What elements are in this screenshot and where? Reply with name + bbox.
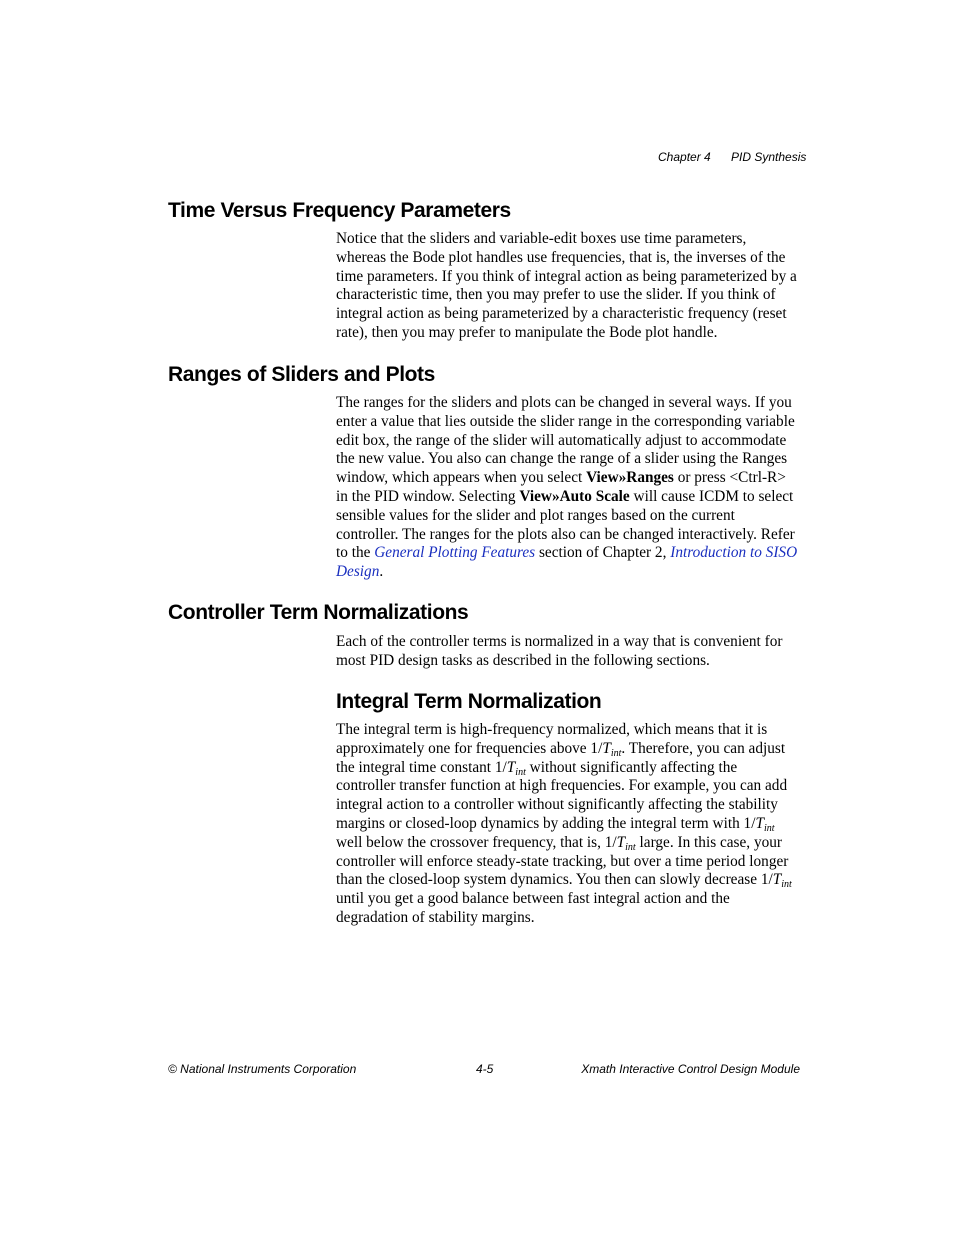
ranges-text-4: section of Chapter 2, (535, 544, 671, 562)
menu-path-view-ranges: View»Ranges (586, 469, 674, 487)
variable-t: T (506, 758, 516, 776)
running-header-chapter: Chapter 4 (658, 150, 711, 164)
variable-t: T (602, 739, 611, 757)
integral-text-5: large. In this case, your controller will enforce steady-state tracking, but over a time period longer than the closed-loop system dynamics. You then can slowly decrease 1/ (336, 833, 789, 889)
subscript-int: int (515, 766, 526, 778)
footer-page-number: 4-5 (476, 1062, 494, 1076)
paragraph-controller-term-normalizations: Each of the controller terms is normalized in a way that is convenient for most PID design tasks as described in the following sections. (336, 633, 783, 669)
integral-text-1: The integral term is high-frequency normalized, which means that it is approximately one for frequencies above 1/ (336, 721, 768, 757)
paragraph-ranges (336, 394, 798, 582)
paragraph-time-versus-frequency: Notice that the sliders and variable-edit boxes use time parameters, whereas the Bode plot handles use frequencies, that is, the inverses of the time parameters. If you think of integral action as being parameterized by a characteristic time, then you may prefer to use the slider. If you think of integral action as being parameterized by a characteristic frequency (reset rate), then you may prefer to manipulate the Bode plot handle. (336, 230, 797, 341)
footer-manual-title: Xmath Interactive Control Design Module (581, 1062, 800, 1076)
subscript-int: int (781, 879, 792, 891)
subscript-int: int (763, 822, 775, 834)
heading-time-versus-frequency: Time Versus Frequency Parameters (168, 199, 511, 222)
menu-path-view-auto-scale: View»Auto Scale (519, 487, 630, 505)
variable-t: T (772, 871, 782, 889)
heading-ranges-of-sliders: Ranges of Sliders and Plots (168, 363, 435, 386)
variable-t: T (755, 814, 764, 832)
ranges-text-2: or press <Ctrl-R> in the PID window. Selecting (336, 469, 786, 505)
variable-t: T (616, 833, 626, 851)
link-general-plotting-features[interactable]: General Plotting Features (374, 544, 536, 562)
integral-text-4: well below the crossover frequency, that is, 1/ (336, 833, 617, 851)
integral-text-6: until you get a good balance between fast integral action and the degradation of stability margins. (336, 890, 730, 926)
heading-controller-term-normalizations: Controller Term Normalizations (168, 601, 469, 624)
subscript-int: int (625, 841, 636, 853)
subscript-int: int (610, 747, 622, 759)
ranges-text-3: will cause ICDM to select sensible values for the slider and plot ranges based on the current controller. The ranges for the plots also can be changed interactively. Refer to the (336, 487, 795, 562)
footer-copyright: © National Instruments Corporation (168, 1062, 357, 1076)
link-introduction-to-siso-design[interactable]: Introduction to SISO Design (336, 544, 798, 581)
ranges-text-1: The ranges for the sliders and plots can be changed in several ways. If you enter a value that lies outside the slider range in the corresponding variable edit box, the range of the slider will automatically adjust to accommodate the new value. You also can change the range of a slider using the Ranges window, which appears when you select (336, 394, 795, 487)
heading-integral-term-normalization: Integral Term Normalization (336, 690, 602, 713)
ranges-text-5: . (379, 563, 384, 581)
running-header-section: PID Synthesis (731, 150, 807, 164)
integral-text-2: . Therefore, you can adjust the integral time constant 1/ (336, 739, 786, 776)
paragraph-integral-term-normalization (336, 721, 798, 928)
integral-text-3: without significantly affecting the controller transfer function at high frequencies. For example, you can add integral action to a controller without significantly affecting the stability margins or closed-loop dynamics by adding the integral term with 1/ (336, 758, 788, 832)
